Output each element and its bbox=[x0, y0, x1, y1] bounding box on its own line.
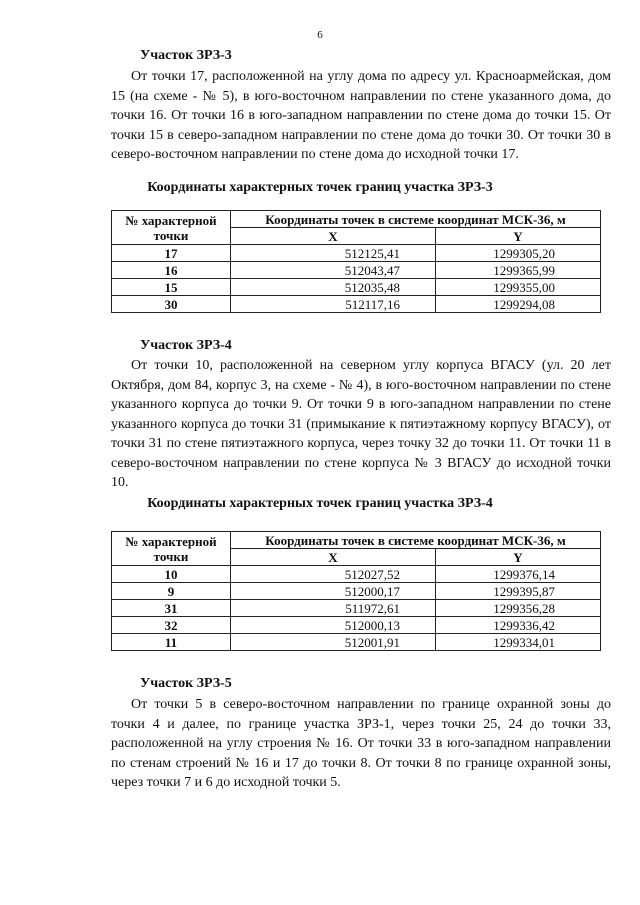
cell-point: 16 bbox=[112, 262, 231, 279]
cell-y: 1299334,01 bbox=[436, 634, 601, 651]
coords-table-zrz4 bbox=[111, 531, 601, 651]
cell-point: 11 bbox=[112, 634, 231, 651]
table-caption-zrz4: Координаты характерных точек границ участка ЗРЗ-4 bbox=[147, 496, 493, 511]
table-header-row bbox=[112, 211, 601, 228]
cell-y: 1299365,99 bbox=[436, 262, 601, 279]
cell-point: 15 bbox=[112, 279, 231, 296]
cell-y: 1299305,20 bbox=[436, 245, 601, 262]
section-text-zrz5: От точки 5 в северо-восточном направлении по границе охранной зоны до точки 4 и далее, по границе участка ЗРЗ-1, через точки 25, 24 до точки 33, расположенной на углу строения № 16. От точки 33 в юго-западном направлении по стенам строений № 16 и 17 до точки 8. От точки 8 по границе охранной зоны, через точки 7 и 6 до исходной точки 5. bbox=[111, 697, 611, 790]
col-coords-header: Координаты точек в системе координат МСК-36, м bbox=[231, 532, 601, 549]
cell-y: 1299294,08 bbox=[436, 296, 601, 313]
cell-y: 1299336,42 bbox=[436, 617, 601, 634]
col-point-header bbox=[112, 211, 231, 245]
section-title-zrz5: Участок ЗРЗ-5 bbox=[140, 676, 232, 691]
section-text-zrz4: От точки 10, расположенной на северном углу корпуса ВГАСУ (ул. 20 лет Октября, дом 84, корпус 3, на схеме - № 4), в юго-восточном направлении по стене указанного корпуса до точки 9. От точки 9 в юго-западном направлении по стене указанного корпуса до точки 31 (примыкание к пятиэтажному корпусу ВГАСУ), от точки 31 по стене пятиэтажного корпуса, через точку 32 до точки 11. От точки 11 в северо-восточном направлении по стене корпуса № 3 ВГАСУ до исходной точки 10. bbox=[111, 358, 611, 490]
cell-x: 512043,47 bbox=[231, 262, 436, 279]
cell-x: 512035,48 bbox=[231, 279, 436, 296]
cell-x: 512027,52 bbox=[231, 566, 436, 583]
table-row bbox=[112, 245, 601, 262]
cell-point: 31 bbox=[112, 600, 231, 617]
table-row bbox=[112, 566, 601, 583]
col-x-header: X bbox=[231, 228, 436, 245]
col-point-line2: точки bbox=[153, 548, 189, 564]
cell-y: 1299355,00 bbox=[436, 279, 601, 296]
cell-point: 30 bbox=[112, 296, 231, 313]
section-text-zrz3: От точки 17, расположенной на углу дома по адресу ул. Красноармейская, дом 15 (на схеме - № 5), в юго-восточном направлении по стене указанного дома, до точки 16. От точки 16 в юго-западном направлении по стене дома до точки 15. От точки 15 в северо-западном направлении по стене дома до точки 30. От точки 30 в северо-восточном направлении по стене дома до исходной точки 17. bbox=[111, 69, 611, 162]
col-point-line1: № характерной bbox=[125, 212, 217, 228]
col-y-header: Y bbox=[436, 549, 601, 566]
cell-x: 512000,13 bbox=[231, 617, 436, 634]
cell-point: 32 bbox=[112, 617, 231, 634]
cell-point: 17 bbox=[112, 245, 231, 262]
table-row bbox=[112, 279, 601, 296]
table-header-row bbox=[112, 532, 601, 549]
col-point-line1: № характерной bbox=[125, 533, 217, 549]
table-caption-zrz3: Координаты характерных точек границ участка ЗРЗ-3 bbox=[147, 180, 493, 195]
cell-y: 1299356,28 bbox=[436, 600, 601, 617]
table-row bbox=[112, 262, 601, 279]
table-row bbox=[112, 617, 601, 634]
cell-y: 1299376,14 bbox=[436, 566, 601, 583]
section-title-zrz3: Участок ЗРЗ-3 bbox=[140, 48, 232, 63]
cell-x: 511972,61 bbox=[231, 600, 436, 617]
col-y-header: Y bbox=[436, 228, 601, 245]
table-row bbox=[112, 600, 601, 617]
table-row bbox=[112, 634, 601, 651]
section-title-zrz4: Участок ЗРЗ-4 bbox=[140, 338, 232, 353]
cell-y: 1299395,87 bbox=[436, 583, 601, 600]
table-row bbox=[112, 296, 601, 313]
cell-x: 512125,41 bbox=[231, 245, 436, 262]
cell-point: 10 bbox=[112, 566, 231, 583]
table-row bbox=[112, 583, 601, 600]
coords-table-zrz3 bbox=[111, 210, 601, 313]
cell-point: 9 bbox=[112, 583, 231, 600]
col-point-header bbox=[112, 532, 231, 566]
col-x-header: X bbox=[231, 549, 436, 566]
cell-x: 512000,17 bbox=[231, 583, 436, 600]
page-number: 6 bbox=[317, 29, 323, 41]
col-coords-header: Координаты точек в системе координат МСК-36, м bbox=[231, 211, 601, 228]
col-point-line2: точки bbox=[153, 227, 189, 243]
cell-x: 512001,91 bbox=[231, 634, 436, 651]
cell-x: 512117,16 bbox=[231, 296, 436, 313]
